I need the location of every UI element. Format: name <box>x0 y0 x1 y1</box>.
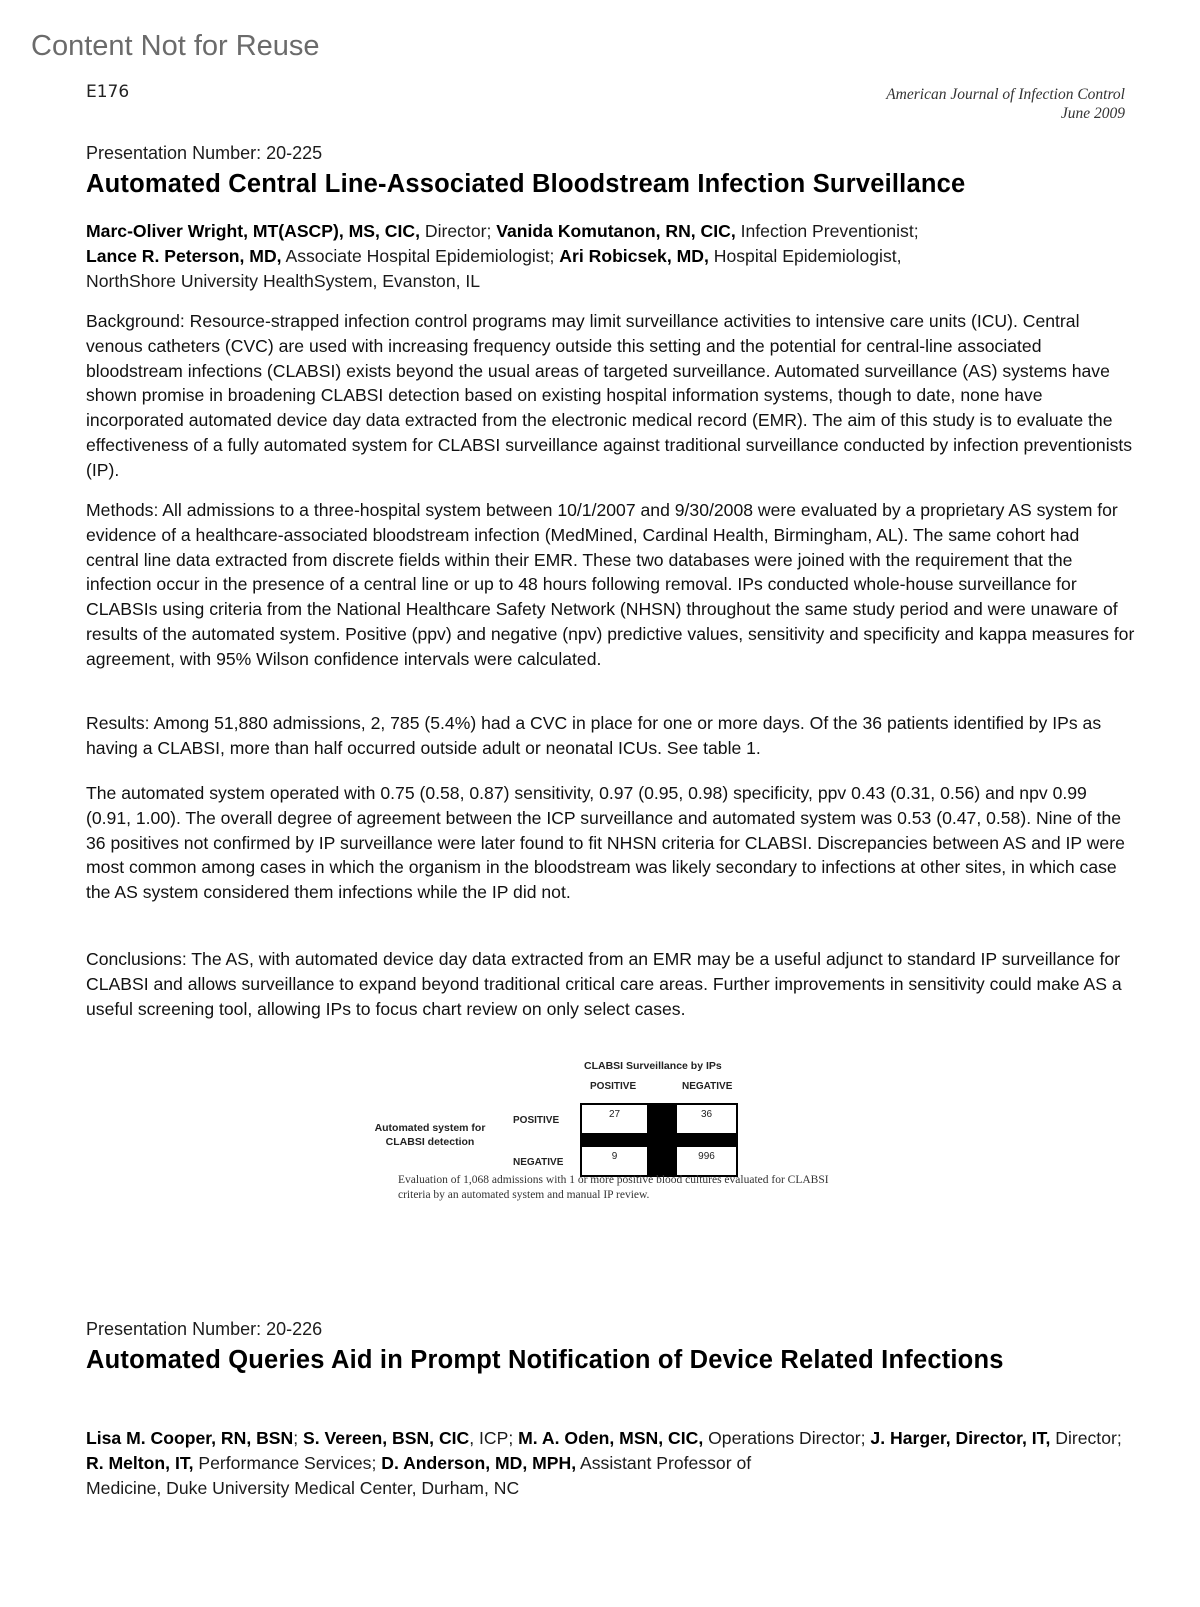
author-line <box>86 219 1136 244</box>
table-caption: Evaluation of 1,068 admissions with 1 or more positive blood cultures evaluated for CLABSI criteria by an automated system and manual IP review. <box>398 1174 829 1201</box>
affiliation: Medicine, Duke University Medical Center, Durham, NC <box>86 1478 520 1498</box>
author-name: J. Harger, Director, IT, <box>870 1428 1051 1448</box>
table-cell: 996 <box>677 1147 736 1175</box>
row-header-negative: NEGATIVE <box>513 1157 564 1168</box>
journal-header <box>886 85 1125 123</box>
results-paragraph: Results: Among 51,880 admissions, 2, 785 (5.4%) had a CVC in place for one or more days. Of the 36 patients identified by IPs as having a CLABSI, more than half occurred outside adult or neonatal ICUs. See table 1. <box>86 713 1102 758</box>
background-paragraph: Background: Resource-strapped infection control programs may limit surveillance activities to intensive care units (ICU). Central venous catheters (CVC) are used with increasing frequency outside this setting and the potential for central-line associated bloodstream infections (CLABSI) exists beyond the usual areas of targeted surveillance. Automated surveillance (AS) systems have shown promise in broadening CLABSI detection based on existing hospital information systems, though to date, none have incorporated automated device day data extracted from the electronic medical record (EMR). The aim of this study is to evaluate the effectiveness of a fully automated system for CLABSI surveillance against traditional surveillance conducted by infection preventionists (IP). <box>86 311 1133 480</box>
results-detail-paragraph: The automated system operated with 0.75 (0.58, 0.87) sensitivity, 0.97 (0.95, 0.98) specificity, ppv 0.43 (0.31, 0.56) and npv 0.99 (0.91, 1.00). The overall degree of agreement between the ICP surveillance and automated system was 0.53 (0.47, 0.58). Nine of the 36 positives not confirmed by IP surveillance were later found to fit NHSN criteria for CLABSI. Discrepancies between AS and IP were most common among cases in which the organism in the bloodstream was likely secondary to infections at other sites, in which case the AS system considered them infections while the IP did not. <box>86 783 1125 903</box>
author-name: Marc-Oliver Wright, MT(ASCP), MS, CIC, <box>86 221 420 241</box>
author-name: Lisa M. Cooper, RN, BSN <box>86 1428 294 1448</box>
abstract-title: Automated Central Line-Associated Bloodstream Infection Surveillance <box>86 170 966 198</box>
author-role: Operations Director; <box>703 1428 871 1448</box>
issue-date: June 2009 <box>1060 105 1125 122</box>
row-group-label: Automated system for CLABSI detection <box>374 1122 486 1148</box>
table-cell: 9 <box>582 1147 647 1175</box>
author-role: Performance Services; <box>193 1453 382 1473</box>
author-list <box>86 1426 1136 1501</box>
author-name: Vanida Komutanon, RN, CIC, <box>496 221 736 241</box>
author-name: D. Anderson, MD, MPH, <box>381 1453 577 1473</box>
author-name: S. Vereen, BSN, CIC <box>303 1428 470 1448</box>
column-header-positive: POSITIVE <box>590 1081 637 1092</box>
clabsi-table-figure <box>360 1057 840 1217</box>
author-name: R. Melton, IT, <box>86 1453 194 1473</box>
presentation-number: Presentation Number: 20-226 <box>86 1319 323 1339</box>
author-name: Lance R. Peterson, MD, <box>86 246 282 266</box>
author-role: Hospital Epidemiologist, <box>708 246 902 266</box>
author-role: ; <box>293 1428 304 1448</box>
author-role: Director; <box>419 221 497 241</box>
methods-paragraph: Methods: All admissions to a three-hospital system between 10/1/2007 and 9/30/2008 were evaluated by a proprietary AS system for evidence of a healthcare-associated bloodstream infection (MedMined, Cardinal Health, Birmingham, AL). The same cohort had central line data extracted from discrete fields within their EMR. These two databases were joined with the requirement that the infection occur in the presence of a central line or up to 48 hours following removal. IPs conducted whole-house surveillance for CLABSIs using criteria from the National Healthcare Safety Network (NHSN) throughout the same study period and were unaware of results of the automated system. Positive (ppv) and negative (npv) predictive values, sensitivity and specificity and kappa measures for agreement, with 95% Wilson confidence intervals were calculated. <box>86 500 1135 669</box>
watermark: Content Not for Reuse <box>31 30 320 62</box>
author-role: , ICP; <box>469 1428 519 1448</box>
author-role: Associate Hospital Epidemiologist; <box>281 246 560 266</box>
table-cell: 36 <box>677 1105 736 1133</box>
author-line <box>86 244 1136 269</box>
table-cell: 27 <box>582 1105 647 1133</box>
journal-name: American Journal of Infection Control <box>886 86 1125 103</box>
abstract-title: Automated Queries Aid in Prompt Notification of Device Related Infections <box>86 1346 1004 1374</box>
row-header-positive: POSITIVE <box>513 1115 560 1126</box>
author-list <box>86 219 1136 294</box>
author-name: Ari Robicsek, MD, <box>559 246 709 266</box>
column-header-negative: NEGATIVE <box>682 1081 733 1092</box>
author-role: Director; <box>1050 1428 1122 1448</box>
table-grid <box>580 1103 738 1177</box>
presentation-number: Presentation Number: 20-225 <box>86 143 323 163</box>
conclusions-paragraph: Conclusions: The AS, with automated device day data extracted from an EMR may be a useful adjunct to standard IP surveillance for CLABSI and allows surveillance to expand beyond traditional critical care areas. Further improvements in sensitivity could make AS a useful screening tool, allowing IPs to focus chart review on only select cases. <box>86 949 1122 1019</box>
author-name: M. A. Oden, MSN, CIC, <box>518 1428 704 1448</box>
author-role: Assistant Professor of <box>576 1453 752 1473</box>
author-role: Infection Preventionist; <box>735 221 919 241</box>
page-number: E176 <box>86 82 130 102</box>
affiliation: NorthShore University HealthSystem, Evanston, IL <box>86 271 481 291</box>
table-title: CLABSI Surveillance by IPs <box>584 1060 722 1072</box>
author-line <box>86 1426 1136 1476</box>
